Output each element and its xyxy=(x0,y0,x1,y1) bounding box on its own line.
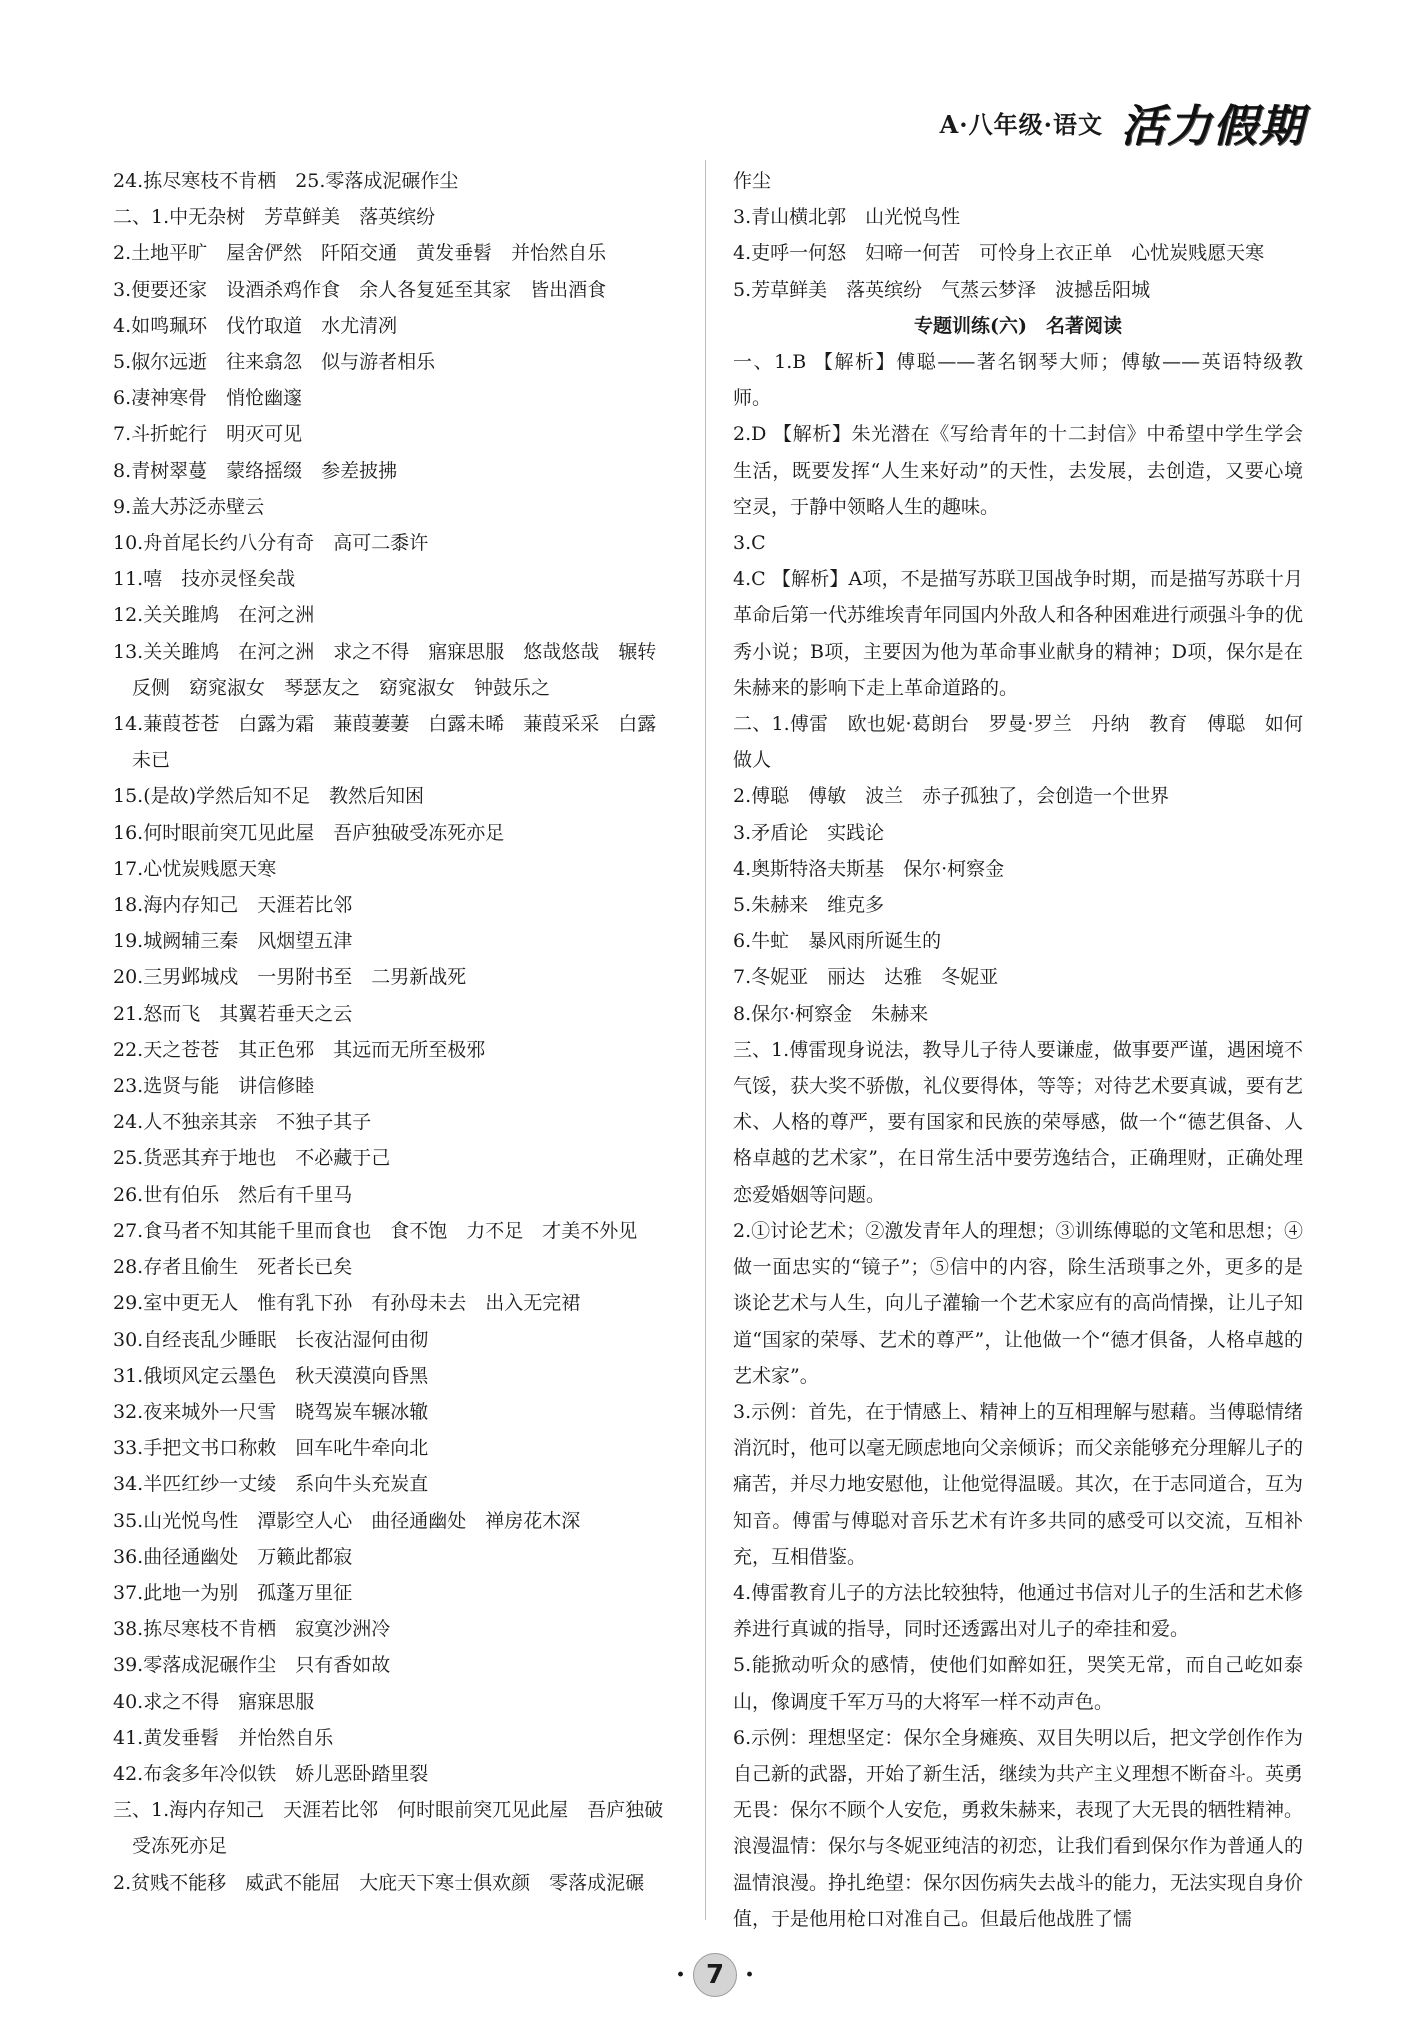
answer-line: 18.海内存知己 天涯若比邻 xyxy=(113,894,353,917)
answer-line: 32.夜来城外一尺雪 晓驾炭车辗冰辙 xyxy=(113,1400,429,1423)
answer-paragraph: 5.能掀动听众的感情，使他们如醉如狂，哭笑无常，而自己屹如泰山，像调度千军万马的大将军一样不动声色。 xyxy=(733,1654,1303,1713)
answer-line: 26.世有伯乐 然后有千里马 xyxy=(113,1183,353,1206)
answer-line: 作尘 xyxy=(733,170,772,192)
answer-line: 9.盖大苏泛赤壁云 xyxy=(113,495,265,518)
answer-paragraph: 6.牛虻 暴风雨所诞生的 xyxy=(733,930,942,953)
answer-line: 4.吏呼一何怒 妇啼一何苦 可怜身上衣正单 心忧炭贱愿天寒 xyxy=(733,242,1265,265)
answer-line: 22.天之苍苍 其正色邪 其远而无所至极邪 xyxy=(113,1038,486,1061)
right-column xyxy=(733,163,1303,1937)
answer-line: 15.(是故)学然后知不足 教然后知困 xyxy=(113,785,425,808)
answer-paragraph: 3.示例：首先，在于情感上、精神上的互相理解与慰藉。当傅聪情绪消沉时，他可以毫无顾虑地向父亲倾诉；而父亲能够充分理解儿子的痛苦，并尽力地安慰他，让他觉得温暖。其次，在于志同道合，互为知音。傅雷与傅聪对音乐艺术有许多共同的感受可以交流，互相补充，互相借鉴。 xyxy=(733,1400,1304,1568)
answer-line: 24.人不独亲其亲 不独子其子 xyxy=(113,1111,372,1134)
answer-line: 19.城阙辅三秦 风烟望五津 xyxy=(113,930,353,953)
left-column xyxy=(113,163,691,1901)
answer-line: 13.关关雎鸠 在河之洲 求之不得 寤寐思服 悠哉悠哉 辗转 xyxy=(113,640,657,663)
answer-paragraph: 2.D 【解析】朱光潜在《写给青年的十二封信》中希望中学生学会生活，既要发挥“人生来好动”的天性，去发展，去创造，又要心境空灵，于静中领略人生的趣味。 xyxy=(733,423,1303,518)
answer-paragraph: 4.傅雷教育儿子的方法比较独特，他通过书信对儿子的生活和艺术修养进行真诚的指导，同时还透露出对儿子的牵挂和爱。 xyxy=(733,1581,1303,1641)
answer-line: 3.青山横北郭 山光悦鸟性 xyxy=(733,206,961,229)
answer-paragraph: 二、1.傅雷 欧也妮·葛朗台 罗曼·罗兰 丹纳 教育 傅聪 如何做人 xyxy=(733,713,1303,772)
answer-line: 20.三男邺城戍 一男附书至 二男新战死 xyxy=(113,966,467,989)
answer-line: 4.如鸣珮环 伐竹取道 水尤清冽 xyxy=(113,314,398,337)
answer-paragraph: 8.保尔·柯察金 朱赫来 xyxy=(733,1002,929,1025)
answer-line: 7.斗折蛇行 明灭可见 xyxy=(113,423,303,446)
answer-line: 3.便要还家 设酒杀鸡作食 余人各复延至其家 皆出酒食 xyxy=(113,278,607,301)
answer-paragraph: 6.示例：理想坚定：保尔全身瘫痪、双目失明以后，把文学创作作为自己新的武器，开始了新生活，继续为共产主义理想不断奋斗。英勇无畏：保尔不顾个人安危，勇救朱赫来，表现了大无畏的牺牲精神。浪漫温情：保尔与冬妮亚纯洁的初恋，让我们看到保尔作为普通人的温情浪漫。挣扎绝望：保尔因伤病失去战斗的能力，无法实现自身价值，于是他用枪口对准自己。但最后他战胜了懦 xyxy=(733,1726,1304,1930)
answer-paragraph: 三、1.傅雷现身说法，教导儿子待人要谦虚，做事要严谨，遇困境不气馁，获大奖不骄傲，礼仪要得体，等等；对待艺术要真诚，要有艺术、人格的尊严，要有国家和民族的荣辱感，做一个“德艺俱备、人格卓越的艺术家”，在日常生活中要劳逸结合，正确理财，正确处理恋爱婚姻等问题。 xyxy=(733,1038,1304,1206)
answer-line: 6.凄神寒骨 悄怆幽邃 xyxy=(113,387,303,410)
answer-paragraph: 3.C xyxy=(733,532,766,555)
answer-line: 36.曲径通幽处 万籁此都寂 xyxy=(113,1545,353,1568)
answer-line: 38.拣尽寒枝不肯栖 寂寞沙洲冷 xyxy=(113,1618,391,1641)
answer-line: 30.自经丧乱少睡眠 长夜沾湿何由彻 xyxy=(113,1328,429,1351)
answer-paragraph: 5.朱赫来 维克多 xyxy=(733,894,885,917)
answer-line: 11.嘻 技亦灵怪矣哉 xyxy=(113,568,296,591)
answer-line: 37.此地一为别 孤蓬万里征 xyxy=(113,1581,353,1604)
answer-line: 14.蒹葭苍苍 白露为霜 蒹葭萋萋 白露未晞 蒹葭采采 白露 xyxy=(113,713,657,736)
answer-paragraph: 4.C 【解析】A项，不是描写苏联卫国战争时期，而是描写苏联十月革命后第一代苏维埃青年同国内外敌人和各种困难进行顽强斗争的优秀小说；B项，主要因为他为革命事业献身的精神；D项，保尔是在朱赫来的影响下走上革命道路的。 xyxy=(733,568,1304,699)
answer-line: 2.土地平旷 屋舍俨然 阡陌交通 黄发垂髫 并怡然自乐 xyxy=(113,242,607,265)
answer-line: 27.食马者不知其能千里而食也 食不饱 力不足 才美不外见 xyxy=(113,1219,638,1242)
page-number: 7 xyxy=(693,1953,737,1997)
answer-line: 5.俶尔远逝 往来翕忽 似与游者相乐 xyxy=(113,351,436,374)
answer-line: 28.存者且偷生 死者长已矣 xyxy=(113,1256,353,1279)
answer-paragraph: 一、1.B 【解析】傅聪——著名钢琴大师；傅敏——英语特级教师。 xyxy=(733,351,1303,410)
answer-line: 35.山光悦鸟性 潭影空人心 曲径通幽处 禅房花木深 xyxy=(113,1509,581,1532)
answer-line: 二、1.中无杂树 芳草鲜美 落英缤纷 xyxy=(113,206,436,229)
answer-line: 21.怒而飞 其翼若垂天之云 xyxy=(113,1002,353,1025)
answer-line: 29.室中更无人 惟有乳下孙 有孙母未去 出入无完裙 xyxy=(113,1292,581,1315)
section-title: 专题训练(六) 名著阅读 xyxy=(914,314,1122,337)
answer-line: 三、1.海内存知己 天涯若比邻 何时眼前突兀见此屋 吾庐独破 xyxy=(113,1799,664,1822)
answer-line: 33.手把文书口称敕 回车叱牛牵向北 xyxy=(113,1437,429,1460)
answer-line: 42.布衾多年冷似铁 娇儿恶卧踏里裂 xyxy=(113,1762,429,1785)
header-info: A·八年级·语文 xyxy=(939,109,1103,139)
answer-line: 16.何时眼前突兀见此屋 吾庐独破受冻死亦足 xyxy=(113,821,505,844)
answer-paragraph: 2.傅聪 傅敏 波兰 赤子孤独了，会创造一个世界 xyxy=(733,785,1170,808)
page-header xyxy=(940,92,1305,152)
answer-line: 5.芳草鲜美 落英缤纷 气蒸云梦泽 波撼岳阳城 xyxy=(733,278,1151,301)
answer-line: 25.货恶其弃于地也 不必藏于己 xyxy=(113,1147,391,1170)
answer-line: 23.选贤与能 讲信修睦 xyxy=(113,1075,315,1098)
answer-line: 34.半匹红纱一丈绫 系向牛头充炭直 xyxy=(113,1473,429,1496)
answer-line: 24.拣尽寒枝不肯栖 25.零落成泥碾作尘 xyxy=(113,170,459,192)
answer-paragraph: 4.奥斯特洛夫斯基 保尔·柯察金 xyxy=(733,857,1005,880)
answer-paragraph: 2.①讨论艺术；②激发青年人的理想；③训练傅聪的文笔和思想；④做一面忠实的“镜子”；⑤信中的内容，除生活琐事之外，更多的是谈论艺术与人生，向儿子灌输一个艺术家应有的高尚情操，让儿子知道“国家的荣辱、艺术的尊严”，让他做一个“德才俱备，人格卓越的艺术家”。 xyxy=(733,1219,1304,1387)
answer-line: 反侧 窈窕淑女 琴瑟友之 窈窕淑女 钟鼓乐之 xyxy=(113,676,551,699)
answer-line: 31.俄顷风定云墨色 秋天漠漠向昏黑 xyxy=(113,1364,429,1387)
dot-right: · xyxy=(745,1960,755,1990)
answer-line: 41.黄发垂髫 并怡然自乐 xyxy=(113,1726,334,1749)
answer-line: 未已 xyxy=(113,749,171,772)
answer-paragraph: 3.矛盾论 实践论 xyxy=(733,821,885,844)
dot-left: · xyxy=(675,1960,685,1990)
answer-line: 39.零落成泥碾作尘 只有香如故 xyxy=(113,1654,391,1677)
answer-line: 10.舟首尾长约八分有奇 高可二黍许 xyxy=(113,532,429,555)
brand-logo: 活力假期 xyxy=(1121,101,1305,152)
column-divider xyxy=(705,160,706,1920)
answer-line: 受冻死亦足 xyxy=(113,1835,228,1858)
answer-line: 12.关关雎鸠 在河之洲 xyxy=(113,604,315,627)
answer-line: 8.青树翠蔓 蒙络摇缀 参差披拂 xyxy=(113,459,398,482)
answer-line: 2.贫贱不能移 威武不能屈 大庇天下寒士俱欢颜 零落成泥碾 xyxy=(113,1871,645,1894)
answer-paragraph: 7.冬妮亚 丽达 达雅 冬妮亚 xyxy=(733,966,999,989)
page-footer xyxy=(640,1950,790,2000)
answer-line: 40.求之不得 寤寐思服 xyxy=(113,1690,315,1713)
answer-line: 17.心忧炭贱愿天寒 xyxy=(113,857,277,880)
